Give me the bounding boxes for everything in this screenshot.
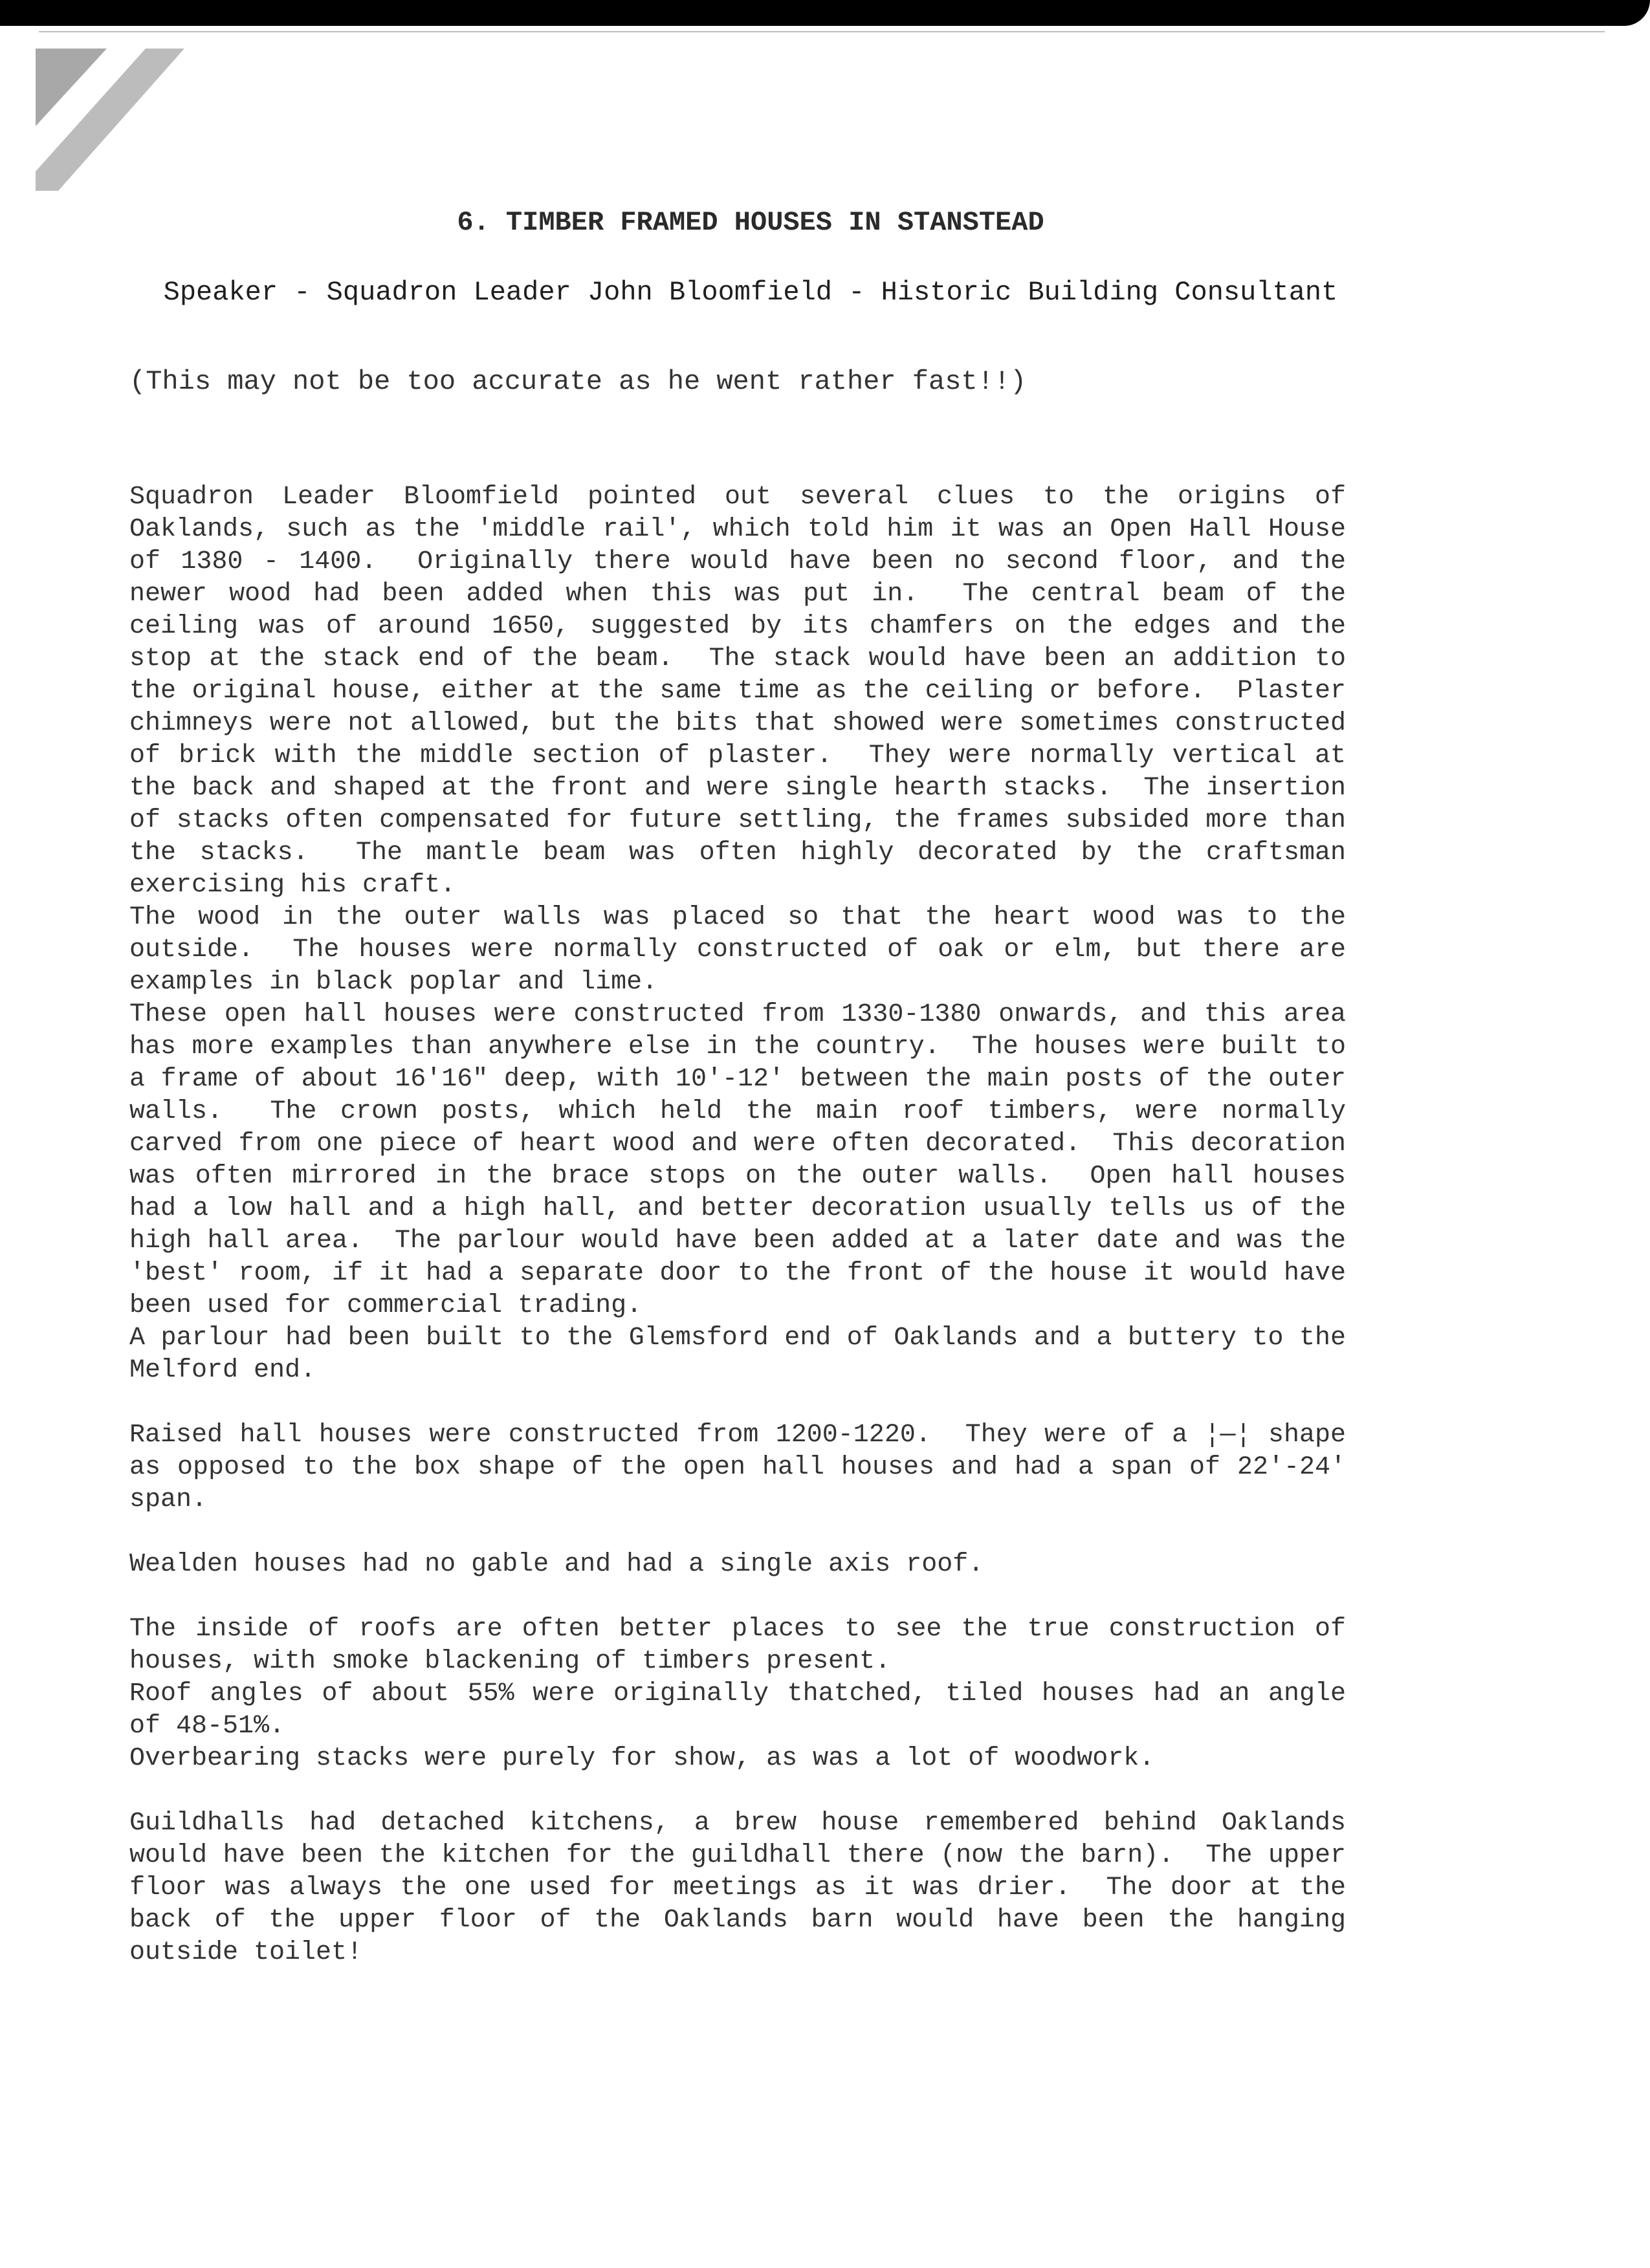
paragraph-gap <box>129 1516 1346 1549</box>
paragraph: Wealden houses had no gable and had a single axis roof. <box>129 1550 984 1579</box>
accuracy-note: (This may not be too accurate as he went rather fast!!) <box>129 366 1027 397</box>
corner-fold-mark <box>36 49 184 191</box>
paragraph-gap <box>129 1387 1346 1419</box>
paragraph: Roof angles of about 55% were originally thatched, tiled houses had an angle of 48-51%. <box>129 1679 1362 1741</box>
document-page <box>129 207 1362 1969</box>
paragraph: Overbearing stacks were purely for show, as was a lot of woodwork. <box>129 1744 1155 1773</box>
scan-top-edge <box>0 0 1650 26</box>
scan-top-rule <box>39 31 1605 32</box>
paragraph: The wood in the outer walls was placed so that the heart wood was to the outside. The houses were normally constructed of oak or elm, but there are examples in black poplar and lime. <box>129 903 1362 997</box>
paragraph: These open hall houses were constructed from 1330-1380 onwards, and this area has more examples than anywhere else in the country. The houses were built to a frame of about 16'16" deep, with 10'-12' between the main posts of the outer walls. The crown posts, which held the main roof timbers, were normally carved from one piece of heart wood and were often decorated. This decoration was often mirrored in the brace stops on the outer walls. Open hall houses had a low hall and a high hall, and better decoration usually tells us of the high hall area. The parlour would have been added at a later date and was the 'best' room, if it had a separate door to the front of the house it would have been used for commercial trading. <box>129 1000 1362 1320</box>
speaker-line: Speaker - Squadron Leader John Bloomfield - Historic Building Consultant <box>163 277 1338 308</box>
paragraph: Guildhalls had detached kitchens, a brew house remembered behind Oaklands would have been the kitchen for the guildhall there (now the barn). The upper floor was always the one used for meetings as it was drier. The door at the back of the upper floor of the Oaklands barn would have been the hanging outside toilet! <box>129 1809 1362 1967</box>
document-title: 6. TIMBER FRAMED HOUSES IN STANSTEAD <box>457 207 1044 238</box>
paragraph: Squadron Leader Bloomfield pointed out several clues to the origins of Oaklands, such as the 'middle rail', which told him it was an Open Hall House of 1380 - 1400. Originally there would have been no second floor, and the newer wood had been added when this was put in. The central beam of the ceiling was of around 1650, suggested by its chamfers on the edges and the stop at the stack end of the beam. The stack would have been an addition to the original house, either at the same time as the ceiling or before. Plaster chimneys were not allowed, but the bits that showed were sometimes constructed of brick with the middle section of plaster. They were normally vertical at the back and shaped at the front and were single hearth stacks. The insertion of stacks often compensated for future settling, the frames subsided more than the stacks. The mantle beam was often highly decorated by the craftsman exercising his craft. <box>129 483 1362 900</box>
paragraph-gap <box>129 1775 1346 1807</box>
paragraph: A parlour had been built to the Glemsford end of Oaklands and a buttery to the Melford end. <box>129 1324 1362 1385</box>
paragraph: Raised hall houses were constructed from 1200-1220. They were of a ¦—¦ shape as opposed to the box shape of the open hall houses and had a span of 22'-24' span. <box>129 1421 1362 1514</box>
body-text <box>129 481 1362 1969</box>
paragraph: The inside of roofs are often better places to see the true construction of houses, with smoke blackening of timbers present. <box>129 1615 1362 1676</box>
paragraph-gap <box>129 1581 1346 1613</box>
